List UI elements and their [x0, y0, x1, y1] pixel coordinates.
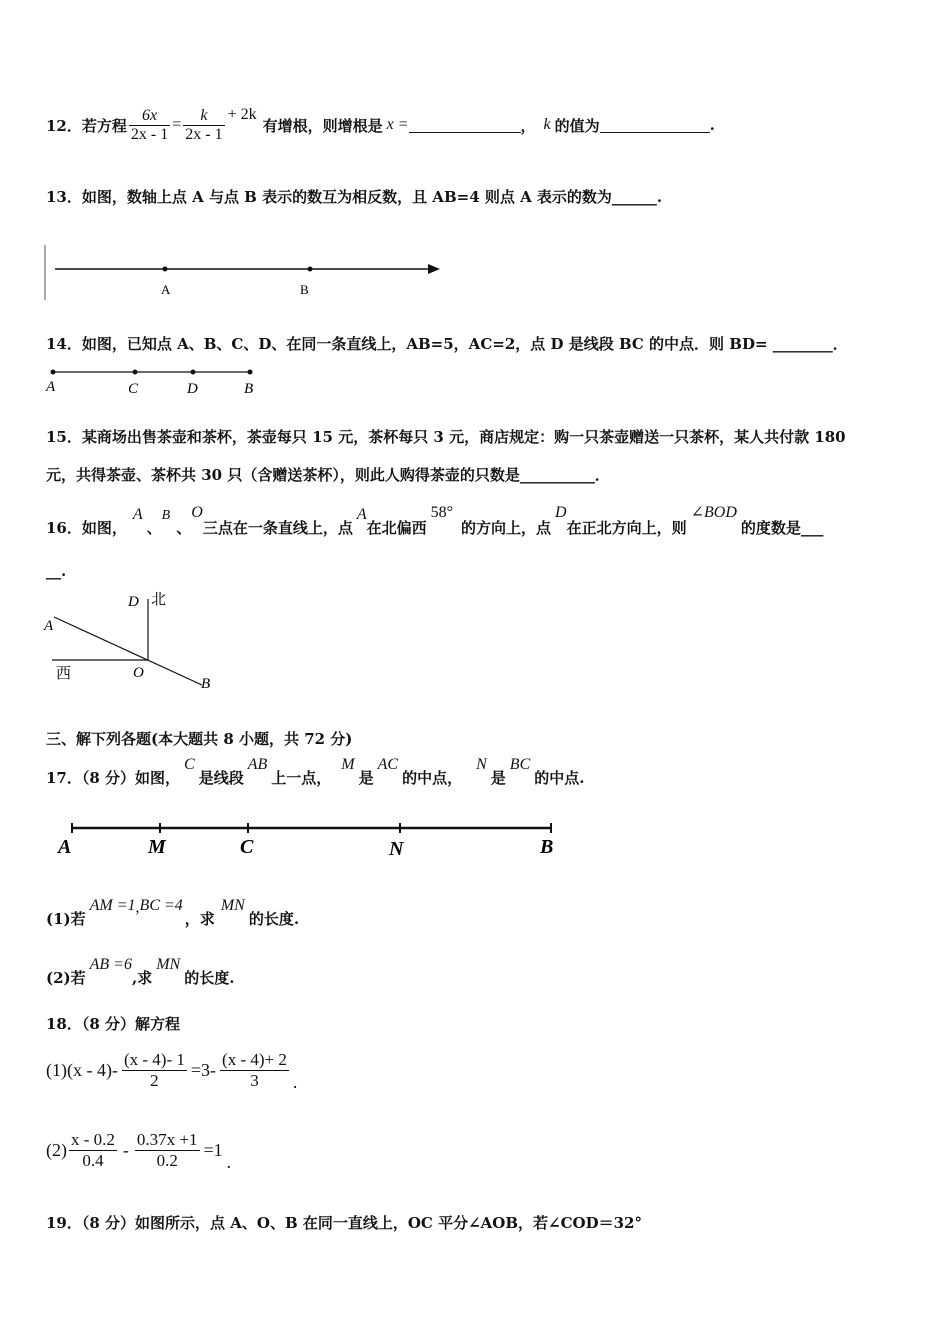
q18-equation-2 [46, 1124, 231, 1176]
question-15-line-1: 15．某商场出售茶壶和茶杯，茶壶每只 15 元，茶杯每只 3 元，商店规定：购一只茶壶赠送一只茶杯，某人共付款 180 [46, 428, 846, 446]
q17-p1-mid: ，求 [184, 910, 215, 928]
q16-label-b: B [201, 676, 211, 692]
q13-label-b: B [300, 282, 309, 297]
q17-text-4: 的中点， [402, 769, 463, 787]
q12-f2-numerator: k [183, 107, 224, 126]
q14-point-c [133, 370, 138, 375]
q18-e2-f1-numerator: x - 0.2 [71, 1129, 115, 1149]
q16-text-1: 三点在一条直线上，点 [202, 519, 353, 537]
q12-comma: ， [520, 116, 536, 135]
q12-mid-text: 有增根，则增根是 [262, 116, 383, 135]
q14-label-d: D [187, 381, 198, 397]
q13-number-line-figure [40, 240, 460, 304]
q18-e2-minus: - [122, 1139, 129, 1160]
q17-text-3: 是 [358, 769, 374, 787]
question-16 [46, 498, 823, 538]
q16-a-2: A [356, 506, 367, 523]
q17-n: N [476, 756, 487, 773]
q18-e1-f2-denominator: 3 [250, 1070, 259, 1090]
question-18-title: 18．（8 分）解方程 [46, 1015, 181, 1033]
question-15-line-2: 元，共得茶壶、茶杯共 30 只（含赠送茶杯），则此人购得茶壶的只数是__________． [46, 466, 610, 484]
q17-ab: AB [247, 756, 268, 773]
q17-label-b: B [540, 836, 554, 858]
q12-end: . [709, 116, 715, 134]
q16-sep-1: 、 [146, 519, 162, 537]
question-17 [46, 750, 584, 788]
q12-f1-denominator: 2x - 1 [130, 125, 169, 143]
q14-point-a [51, 370, 56, 375]
q17-label-n: N [389, 838, 404, 860]
q17-p2-ab: AB =6 [89, 956, 132, 973]
q16-d: D [555, 504, 567, 521]
q16-label-o: O [133, 665, 144, 681]
question-13: 13．如图，数轴上点 A 与点 B 表示的数互为相反数，且 AB=4 则点 A 表示的数为______. [46, 188, 663, 206]
q16-label-west: 西 [56, 666, 72, 682]
q17-c: C [184, 756, 195, 773]
q18-e1-f1-numerator: (x - 4)- 1 [123, 1049, 185, 1069]
q12-lead: 若方程 [81, 116, 127, 135]
q14-label-b: B [244, 381, 254, 397]
q17-p2-tail: 的长度. [184, 969, 235, 987]
q17-text-1: 是线段 [198, 769, 244, 787]
q18-e2-end: . [226, 1151, 232, 1172]
q18-e1-mid: =3- [190, 1059, 217, 1080]
q17-m: M [341, 756, 355, 773]
q13-arrow-head [428, 264, 440, 274]
q18-e2-f2-numerator: 0.37x +1 [136, 1129, 198, 1149]
q12-tail: 的值为 [554, 116, 600, 135]
q17-p1-mn: MN [220, 897, 245, 914]
q16-degree: 58° [430, 504, 454, 521]
q16-o: O [191, 504, 203, 521]
q18-e1-fraction-2 [220, 1050, 289, 1091]
q12-fraction-1 [129, 107, 170, 144]
q12-f1-numerator: 6x [129, 107, 170, 126]
q18-e1-lead: (1)(x - 4)- [46, 1059, 118, 1080]
q14-label-a: A [46, 379, 56, 395]
q18-e1-f2-numerator: (x - 4)+ 2 [222, 1049, 287, 1069]
q12-plus-2k: + 2k [227, 106, 257, 123]
q17-bc: BC [509, 756, 531, 773]
q12-equals: = [172, 116, 182, 133]
q17-p1-lead: (1)若 [46, 910, 86, 928]
q17-label-m: M [148, 836, 166, 858]
q18-e2-f2-denominator: 0.2 [156, 1150, 178, 1170]
q17-p2-mid: ,求 [131, 969, 153, 987]
q18-e2-lead: (2) [46, 1139, 67, 1160]
q16-sep-2: 、 [176, 519, 192, 537]
q12-answer-blank-2[interactable] [600, 118, 710, 133]
q12-fraction-2 [183, 107, 224, 144]
q17-p1-bc: BC =4 [139, 897, 183, 914]
q12-number: 12． [46, 116, 82, 135]
q12-k: k [543, 116, 551, 133]
q17-p1-am: AM =1 [89, 897, 136, 914]
q17-ac: AC [377, 756, 399, 773]
q16-direction-figure [40, 585, 220, 695]
q18-e2-fraction-2 [135, 1130, 200, 1171]
q16-angle-bod: ∠BOD [690, 504, 737, 521]
q17-p2-mn: MN [156, 956, 181, 973]
q18-equation-1 [46, 1044, 297, 1096]
q16-label-north: 北 [151, 592, 167, 608]
q18-e2-f1-denominator: 0.4 [82, 1150, 104, 1170]
q18-e1-f1-denominator: 2 [150, 1070, 159, 1090]
q16-text-4: 在正北方向上，则 [566, 519, 687, 537]
q17-part-1 [46, 893, 299, 929]
q13-point-a [163, 267, 168, 272]
q16-text-2: 在北偏西 [366, 519, 427, 537]
q17-part-2 [46, 952, 234, 988]
q18-e2-fraction-1 [69, 1130, 117, 1171]
q16-line-ab [54, 617, 202, 685]
q16-b: B [161, 508, 171, 523]
q17-text-5: 是 [490, 769, 506, 787]
q17-p1-tail: 的长度. [248, 910, 300, 928]
q17-text-2: 上一点， [271, 769, 332, 787]
q16-number: 16．如图， [46, 519, 127, 537]
q17-text-6: 的中点. [534, 769, 585, 787]
q17-label-a: A [58, 836, 72, 858]
q12-f2-denominator: 2x - 1 [185, 125, 223, 143]
q13-point-b [308, 267, 313, 272]
q13-label-a: A [161, 282, 171, 297]
q16-a: A [132, 506, 143, 523]
q18-e2-rhs: =1 [203, 1139, 223, 1160]
q16-continuation: __. [46, 562, 67, 580]
q18-e1-fraction-1 [122, 1050, 187, 1091]
q16-label-a: A [44, 618, 54, 634]
q17-p2-lead: (2)若 [46, 969, 86, 987]
q17-number: 17．（8 分）如图， [46, 769, 181, 787]
section-3-title: 三、解下列各题(本大题共 8 小题，共 72 分) [46, 730, 353, 748]
q12-x-equals: x = [386, 116, 409, 133]
q18-e1-end: . [292, 1071, 298, 1092]
q16-text-3: 的方向上，点 [461, 519, 552, 537]
q17-label-c: C [240, 836, 254, 858]
q16-label-d: D [128, 594, 139, 610]
q14-point-d [191, 370, 196, 375]
question-19: 19．（8 分）如图所示，点 A、O、B 在同一直线上，OC 平分∠AOB，若∠COD＝32° [46, 1214, 642, 1232]
q17-segment-figure [50, 815, 570, 863]
q17-p1-sep: , [135, 899, 140, 916]
q12-answer-blank-1[interactable] [409, 118, 521, 133]
question-14: 14．如图，已知点 A、B、C、D、在同一条直线上，AB=5，AC=2，点 D 是线段 BC 的中点．则 BD= ________． [46, 335, 848, 353]
q14-segment-figure [40, 362, 270, 398]
question-12 [46, 100, 715, 150]
q16-text-5: 的度数是___ [740, 519, 824, 537]
q14-label-c: C [128, 381, 139, 397]
q14-point-b [248, 370, 253, 375]
